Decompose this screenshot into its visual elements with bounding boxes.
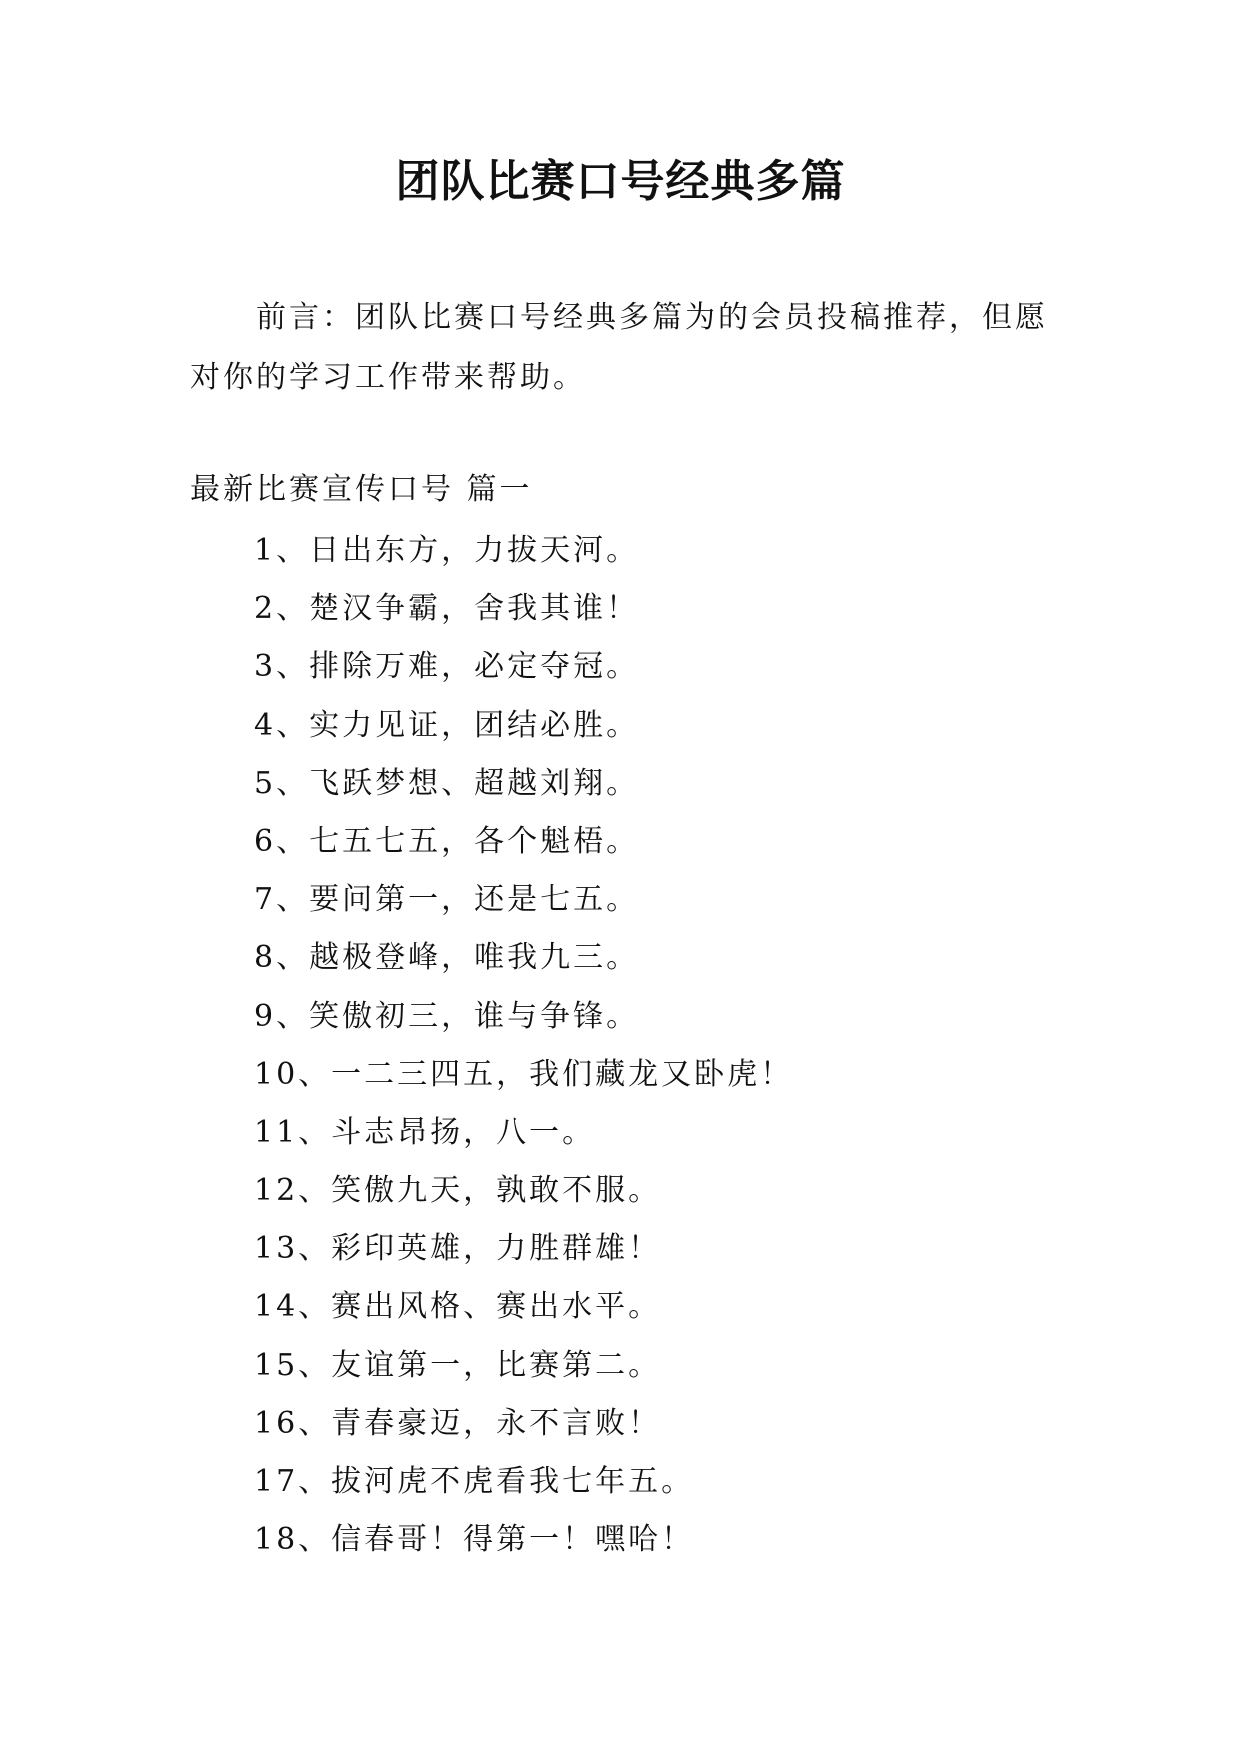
list-item: 16、青春豪迈，永不言败！: [254, 1405, 662, 1441]
list-item: 10、一二三四五，我们藏龙又卧虎！: [254, 1056, 794, 1092]
list-item: 17、拔河虎不虎看我七年五。: [254, 1464, 695, 1499]
list-item: 4、实力见证，团结必胜。: [254, 707, 640, 743]
list-item: 6、七五七五，各个魁梧。: [254, 823, 640, 859]
list-item: 9、笑傲初三，谁与争锋。: [254, 998, 640, 1034]
list-item: 15、友谊第一，比赛第二。: [254, 1347, 662, 1383]
list-item: 2、楚汉争霸，舍我其谁！: [254, 591, 640, 627]
section-heading: 最新比赛宣传口号 篇一: [190, 472, 533, 507]
list-item: 7、要问第一，还是七五。: [254, 882, 640, 918]
list-item: 1、日出东方，力拔天河。: [254, 533, 640, 568]
list-item: 8、越极登峰，唯我九三。: [254, 940, 640, 976]
slogan-list: [254, 522, 793, 1569]
document-title: 团队比赛口号经典多篇: [395, 156, 846, 207]
list-item: 3、排除万难，必定夺冠。: [254, 649, 640, 685]
list-item: 11、斗志昂扬，八一。: [254, 1114, 596, 1150]
intro-paragraph: 前言：团队比赛口号经典多篇为的会员投稿推荐，但愿对你的学习工作带来帮助。: [190, 300, 1048, 395]
list-item: 18、信春哥！得第一！嘿哈！: [254, 1522, 695, 1558]
list-item: 13、彩印英雄，力胜群雄！: [254, 1231, 662, 1267]
list-item: 12、笑傲九天，孰敢不服。: [254, 1173, 662, 1209]
list-item: 14、赛出风格、赛出水平。: [254, 1289, 662, 1325]
list-item: 5、飞跃梦想、超越刘翔。: [254, 765, 640, 801]
